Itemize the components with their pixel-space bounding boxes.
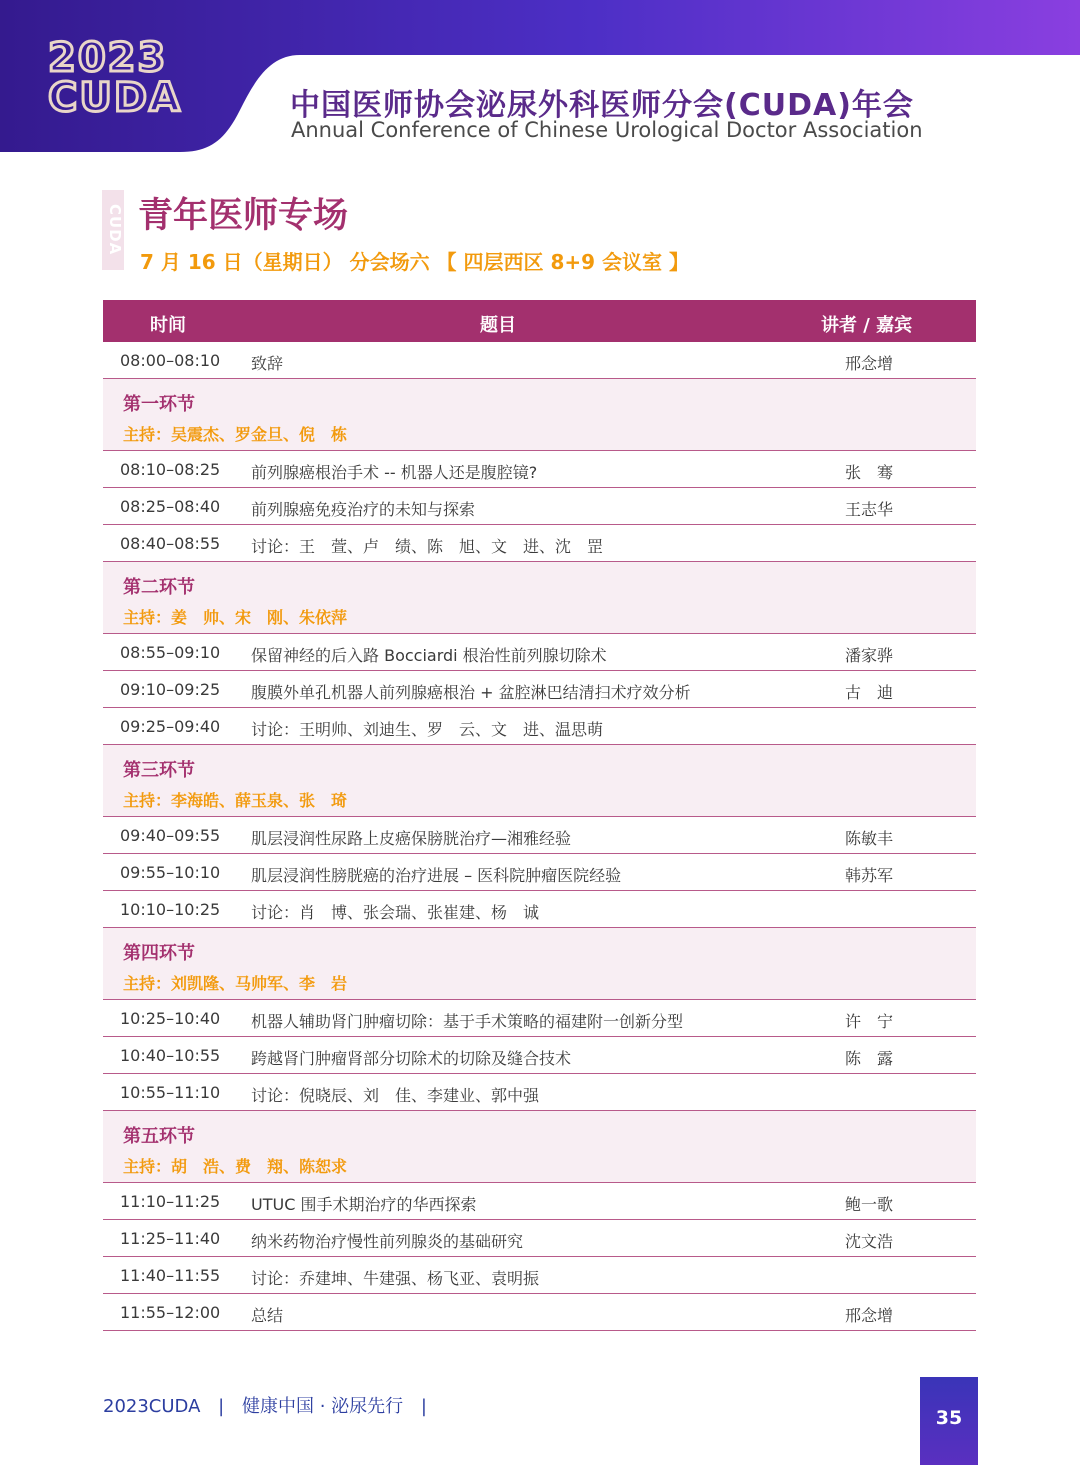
table-row — [103, 854, 976, 891]
row-speaker: 邢念增 — [845, 354, 894, 373]
row-topic: 讨论：乔建坤、牛建强、杨飞亚、袁明振 — [251, 1269, 540, 1288]
table-row — [103, 1074, 976, 1111]
table-row — [103, 451, 976, 488]
table-row — [103, 1037, 976, 1074]
header-time: 时间 — [150, 315, 186, 336]
page-number: 35 — [935, 1407, 963, 1429]
row-time: 09:55–10:10 — [120, 863, 221, 882]
session-name: 第一环节 — [123, 394, 195, 415]
table-row — [103, 488, 976, 525]
row-speaker: 古 迪 — [845, 683, 894, 702]
row-speaker: 张 骞 — [845, 463, 894, 482]
table-row — [103, 1294, 976, 1331]
cuda-logo — [48, 35, 198, 121]
row-topic: 肌层浸润性膀胱癌的治疗进展 – 医科院肿瘤医院经验 — [251, 866, 622, 885]
side-decoration-text: CUDA — [106, 204, 124, 256]
row-speaker: 邢念增 — [845, 1306, 894, 1325]
row-time: 08:00–08:10 — [120, 351, 221, 370]
table-row — [103, 817, 976, 854]
table-row — [103, 525, 976, 562]
row-topic: 前列腺癌根治手术 -- 机器人还是腹腔镜? — [251, 463, 538, 482]
table-row — [103, 1257, 976, 1294]
session-header — [103, 379, 976, 451]
table-row — [103, 634, 976, 671]
schedule-table — [103, 300, 976, 1331]
session-header — [103, 562, 976, 634]
row-time: 09:40–09:55 — [120, 826, 221, 845]
footer-brand: 2023CUDA — [103, 1396, 201, 1417]
row-topic: 腹膜外单孔机器人前列腺癌根治 + 盆腔淋巴结清扫术疗效分析 — [251, 683, 691, 702]
row-topic: 跨越肾门肿瘤肾部分切除术的切除及缝合技术 — [251, 1049, 572, 1068]
table-row — [103, 1183, 976, 1220]
session-hosts: 主持：胡 浩、费 翔、陈恕求 — [123, 1157, 348, 1176]
logo-text: CUDA — [48, 75, 182, 121]
row-topic: 讨论：倪晓辰、刘 佳、李建业、郭中强 — [251, 1086, 540, 1105]
row-speaker: 沈文浩 — [845, 1232, 894, 1251]
row-topic: 总结 — [251, 1306, 284, 1325]
header-topic: 题目 — [480, 315, 516, 336]
row-speaker: 许 宁 — [845, 1012, 894, 1031]
table-row — [103, 1220, 976, 1257]
footer-separator: | — [218, 1396, 225, 1417]
row-time: 08:55–09:10 — [120, 643, 221, 662]
conference-title-en: Annual Conference of Chinese Urological Doctor Association — [291, 118, 923, 142]
row-topic: 讨论：王明帅、刘迪生、罗 云、文 进、温思萌 — [251, 720, 604, 739]
section-title: 青年医师专场 — [138, 196, 349, 236]
row-speaker: 陈 露 — [845, 1049, 894, 1068]
row-topic: 肌层浸润性尿路上皮癌保膀胱治疗—湘雅经验 — [251, 829, 572, 848]
row-time: 11:40–11:55 — [120, 1266, 221, 1285]
row-time: 08:25–08:40 — [120, 497, 221, 516]
side-decoration — [102, 190, 124, 270]
session-hosts: 主持：姜 帅、宋 刚、朱依萍 — [123, 608, 348, 627]
row-time: 11:25–11:40 — [120, 1229, 221, 1248]
row-topic: 保留神经的后入路 Bocciardi 根治性前列腺切除术 — [251, 646, 607, 665]
footer-slogan: 健康中国 · 泌尿先行 — [241, 1396, 404, 1417]
table-row — [103, 342, 976, 379]
section-subtitle: 7 月 16 日（星期日） 分会场六 【 四层西区 8+9 会议室 】 — [140, 250, 690, 274]
row-time: 08:40–08:55 — [120, 534, 221, 553]
footer-separator: | — [420, 1396, 427, 1417]
table-row — [103, 1000, 976, 1037]
row-topic: 讨论：王 萱、卢 绩、陈 旭、文 进、沈 罡 — [251, 537, 604, 556]
row-topic: 致辞 — [251, 354, 284, 373]
session-name: 第二环节 — [123, 577, 195, 598]
row-time: 11:55–12:00 — [120, 1303, 221, 1322]
session-header — [103, 745, 976, 817]
row-time: 09:10–09:25 — [120, 680, 221, 699]
session-hosts: 主持：吴震杰、罗金旦、倪 栋 — [123, 425, 348, 444]
session-name: 第三环节 — [123, 760, 195, 781]
session-name: 第四环节 — [123, 943, 195, 964]
row-speaker: 韩苏军 — [845, 866, 894, 885]
table-header — [103, 300, 976, 342]
page-footer — [103, 1392, 439, 1418]
row-speaker: 王志华 — [845, 500, 894, 519]
row-topic: 机器人辅助肾门肿瘤切除：基于手术策略的福建附一创新分型 — [251, 1012, 684, 1031]
row-speaker: 潘家骅 — [845, 646, 894, 665]
table-row — [103, 891, 976, 928]
row-topic: 讨论：肖 博、张会瑞、张崔建、杨 诚 — [251, 903, 540, 922]
session-hosts: 主持：刘凯隆、马帅军、李 岩 — [123, 974, 348, 993]
header-speaker: 讲者 / 嘉宾 — [821, 315, 913, 336]
row-time: 11:10–11:25 — [120, 1192, 221, 1211]
row-topic: 纳米药物治疗慢性前列腺炎的基础研究 — [251, 1232, 524, 1251]
logo-year: 2023 — [48, 35, 168, 81]
session-hosts: 主持：李海皓、薛玉泉、张 琦 — [123, 791, 348, 810]
row-speaker: 陈敏丰 — [845, 829, 894, 848]
conference-title-cn: 中国医师协会泌尿外科医师分会(CUDA)年会 — [290, 88, 914, 123]
row-time: 10:40–10:55 — [120, 1046, 221, 1065]
page-header — [0, 0, 1080, 152]
row-time: 08:10–08:25 — [120, 460, 221, 479]
row-time: 09:25–09:40 — [120, 717, 221, 736]
session-name: 第五环节 — [123, 1126, 195, 1147]
table-row — [103, 708, 976, 745]
session-header — [103, 1111, 976, 1183]
row-time: 10:25–10:40 — [120, 1009, 221, 1028]
table-row — [103, 671, 976, 708]
row-time: 10:10–10:25 — [120, 900, 221, 919]
row-speaker: 鲍一歌 — [845, 1195, 894, 1214]
row-topic: 前列腺癌免疫治疗的未知与探索 — [251, 500, 476, 519]
session-header — [103, 928, 976, 1000]
row-time: 10:55–11:10 — [120, 1083, 221, 1102]
page-number-box — [920, 1377, 978, 1465]
row-topic: UTUC 围手术期治疗的华西探索 — [251, 1195, 477, 1214]
